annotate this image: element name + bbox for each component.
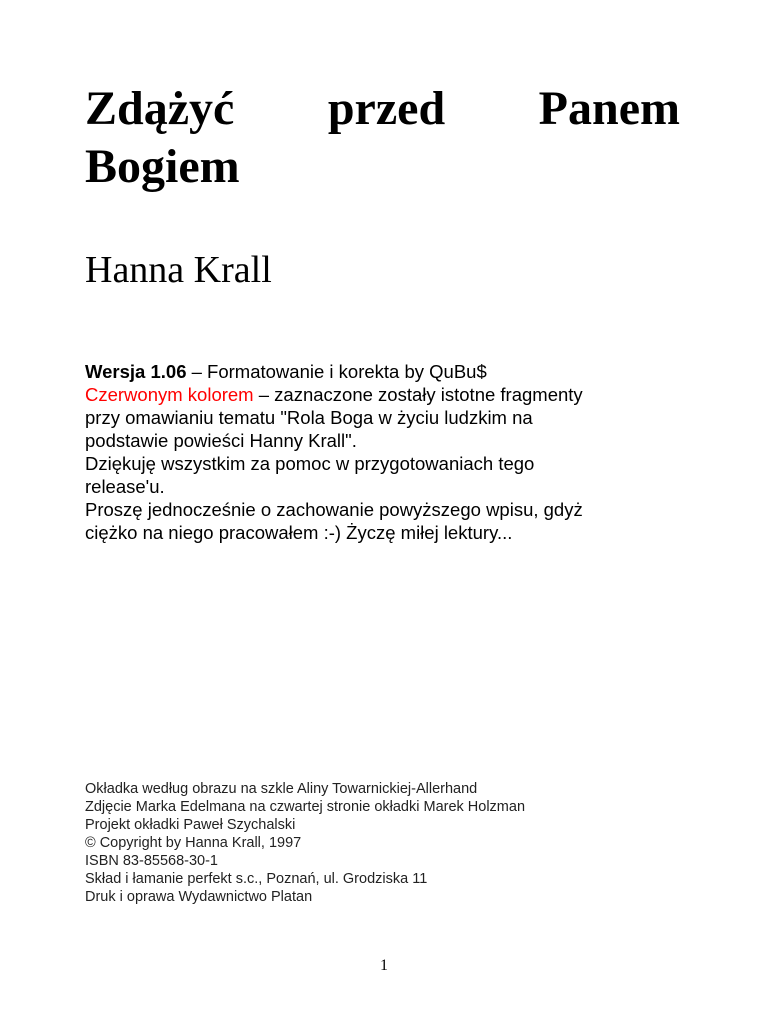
credit-line: Projekt okładki Paweł Szychalski (85, 817, 296, 833)
note-line: release'u. (85, 476, 165, 497)
title-word: przed (327, 82, 446, 135)
note-line: ciężko na niego pracowałem :-) Życzę miłej lektury... (85, 522, 513, 543)
author-name: Hanna Krall (85, 249, 272, 291)
credit-line: Druk i oprawa Wydawnictwo Platan (85, 889, 313, 905)
publication-credits (85, 780, 525, 906)
credit-line: © Copyright by Hanna Krall, 1997 (85, 835, 302, 851)
highlight-text: – zaznaczone zostały istotne fragmenty (253, 384, 583, 405)
note-line: Proszę jednocześnie o zachowanie powyższego wpisu, gdyż (85, 499, 583, 520)
note-line: Dziękuję wszystkim za pomoc w przygotowaniach tego (85, 453, 535, 474)
note-line: podstawie powieści Hanny Krall". (85, 430, 357, 451)
title-word: Zdążyć (85, 82, 235, 135)
credit-line: Okładka według obrazu na szkle Aliny Towarnickiej-Allerhand (85, 781, 478, 797)
release-note (85, 360, 685, 544)
version-label: Wersja 1.06 (85, 361, 187, 382)
book-title-line2: Bogiem (85, 140, 240, 193)
credit-line: ISBN 83-85568-30-1 (85, 853, 218, 869)
book-title-line1 (85, 80, 680, 138)
credit-line: Zdjęcie Marka Edelmana na czwartej stronie okładki Marek Holzman (85, 799, 526, 815)
page-number: 1 (380, 957, 388, 974)
credit-line: Skład i łamanie perfekt s.c., Poznań, ul. Grodziska 11 (85, 871, 428, 887)
highlight-phrase: Czerwonym kolorem (85, 384, 254, 405)
title-word: Panem (538, 82, 680, 135)
note-line-highlight (85, 383, 685, 406)
note-line: przy omawianiu tematu "Rola Boga w życiu ludzkim na (85, 407, 533, 428)
note-line-version (85, 360, 685, 383)
book-title (85, 80, 680, 196)
version-text: – Formatowanie i korekta by QuBu$ (186, 361, 487, 382)
